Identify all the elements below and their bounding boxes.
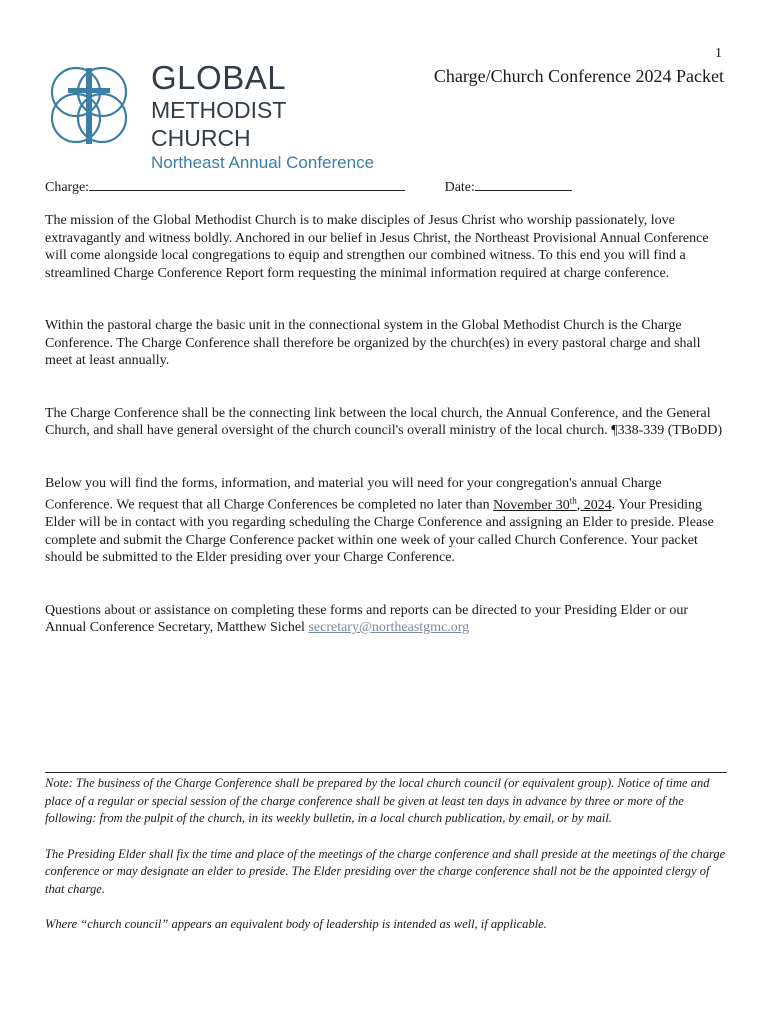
body-content xyxy=(45,212,727,672)
deadline-suffix: th xyxy=(569,495,577,505)
logo xyxy=(46,59,386,172)
charge-label: Charge: xyxy=(45,180,90,195)
notes-section xyxy=(45,772,727,934)
forms-text-after: . Your Presiding Elder will be in contact with you regarding scheduling the Charge Conference and assigning an Elder to preside. Please complete and submit the Charge Conference packet within one week of your called Church Conference. Your packet should be submitted to the Elder presiding over your Charge Conference. xyxy=(45,497,714,566)
questions-text: Questions about or assistance on completing these forms and reports can be directed to your Presiding Elder or our Annual Conference Secretary, Matthew Sichel xyxy=(45,602,689,636)
charge-field[interactable] xyxy=(45,176,405,196)
note-presiding-elder: The Presiding Elder shall fix the time and place of the meetings of the charge conference and shall preside at the meetings of the charge conference or may designate an elder to preside. The Elder presiding over the charge conference shall not be the appointed clergy of that charge. xyxy=(45,846,726,896)
note-business: Note: The business of the Charge Conference shall be prepared by the local church council (or equivalent group). Notice of time and place of a regular or special session of the charge conference shall be given at least ten days in advance by three or more of the following: from the pulpit of the church, in its weekly bulletin, in a local church publication, by email, or by mail. xyxy=(45,776,710,825)
cross-circles-icon xyxy=(46,62,132,148)
logo-text xyxy=(151,60,386,174)
packet-title: Charge/Church Conference 2024 Packet xyxy=(433,66,724,86)
deadline-day: November 30 xyxy=(493,497,570,513)
date-field[interactable] xyxy=(445,176,572,196)
logo-line-global: GLOBAL xyxy=(151,59,287,96)
pastoral-charge-paragraph: Within the pastoral charge the basic unit in the connectional system in the Global Methodist Church is the Charge Conference. The Charge Conference shall therefore be organized by the church(es) in every pastoral charge and shall meet at least annually. xyxy=(45,318,701,368)
logo-line-conference: Northeast Annual Conference xyxy=(151,153,375,172)
charge-date-row xyxy=(45,176,572,196)
charge-blank[interactable] xyxy=(89,176,405,191)
mission-paragraph: The mission of the Global Methodist Church is to make disciples of Jesus Christ who worship passionately, love extravagantly and witness boldly. Anchored in our belief in Jesus Christ, the Northeast Provisional Annual Conference will come alongside local congregations to equip and strengthen our combined witness. To this end you will find a streamlined Charge Conference Report form requesting the minimal information required at charge conference. xyxy=(45,213,709,281)
note-church-council: Where “church council” appears an equivalent body of leadership is intended as well, if applicable. xyxy=(45,917,547,931)
logo-line-methodist-church: METHODIST CHURCH xyxy=(151,97,287,151)
secretary-email-link[interactable]: secretary@northeastgmc.org xyxy=(308,620,470,636)
forms-text-before: Below you will find the forms, information, and material you will need for your congregation's annual Charge Conference. We request that all Charge Conferences be completed no later than xyxy=(45,475,662,513)
date-blank[interactable] xyxy=(475,176,572,191)
deadline-year: , 2024 xyxy=(576,497,612,513)
connecting-link-paragraph: The Charge Conference shall be the connecting link between the local church, the Annual Conference, and the General Church, and shall have general oversight of the church council's overall ministry of the local church. ¶338-339 (TBoDD) xyxy=(45,405,723,438)
deadline-date xyxy=(493,495,612,513)
page-number: 1 xyxy=(715,46,722,61)
questions-paragraph xyxy=(45,602,727,637)
forms-paragraph xyxy=(45,475,727,567)
date-label: Date: xyxy=(444,180,475,195)
